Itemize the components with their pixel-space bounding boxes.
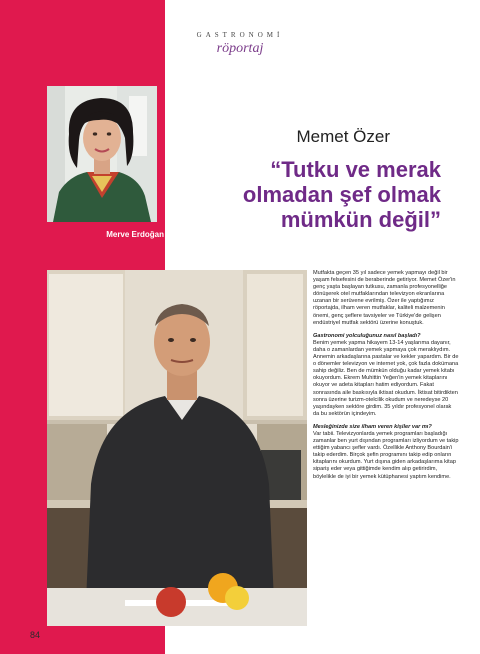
article-body xyxy=(313,270,459,485)
author-name: Merve Erdoğan xyxy=(106,230,164,239)
section-label: GASTRONOMİ xyxy=(196,31,284,39)
answer-paragraph: Benim yemek yapma hikayem 13-14 yaşlarıma dayanır, daha o zamanlardan yemek yapmaya çok meraklıydım. Annemin arkadaşlarına pastalar ve kekler yapardım. Bir de o dönemler televizyon ve internet yok, çok fazla dokümana sahip değiliz. Ben de mümkün olduğu kadar yemek kitabı okuyordum. Ekrem Muhittin Yeğen'in yemek kitaplarını okuyor ve adeta kitapları hatim ediyordum. Fakat sonrasında aile baskısıyla iktisat okudum. İktisat bitirdikten sonra üzerine turizm-otelcilik okudum ve neredeyse 20 yaşındayken sektöre girdim. 35 yıldır profesyonel olarak da bu sektörün içindeyim. xyxy=(313,339,459,417)
question-heading: Mesleğinizde size ilham veren kişiler var mı? xyxy=(313,423,432,430)
section-subtitle: röportaj xyxy=(216,41,264,56)
question-heading: Gastronomi yolculuğunuz nasıl başladı? xyxy=(313,332,421,339)
chef-photo xyxy=(47,270,307,626)
intro-paragraph: Mutfakta geçen 35 yıl sadece yemek yapmayı değil bir yaşam felsefesini de beraberinde getiriyor. Memet Özer'in genç yaşta başlayan tutkusu, zamanla profesyonelliğe dönüşerek otel mutfaklarından televizyon ekranlarına uzanan bir serüvene evrilmiş. Özer ile yaptığımız röportajda, ilham veren mutfaklar, kaliteli malzemenin önemi, genç şeflere tavsiyeler ve Türkiye'de gelişen endüstriyel mutfak sektörü üzerine konuştuk. xyxy=(313,270,456,326)
headline-line: mümkün değil” xyxy=(280,207,441,232)
chef-kitchen-illustration xyxy=(47,270,307,626)
answer-paragraph: Var tabii. Televizyonlarda yemek programları başladığı zamanlar ben yurt dışından programları izliyordum ve takip ettiğim yabancı şefler vardı. Özellikle Anthony Bourdain'i takip ederdim. Birçok şefin programını takip edip onların kitaplarını okurdum. Yurt dışına giden arkadaşlarıma kitap sipariş eder veya gittiğimde kendim alıp getirirdim, böylelikle de iyi bir yemek kütüphanesi yaptım kendime. xyxy=(313,430,459,480)
headline xyxy=(165,157,441,232)
headline-line: “Tutku ve merak xyxy=(270,157,441,182)
author-portrait-illustration xyxy=(47,86,157,222)
author-photo xyxy=(47,86,157,222)
page-number: 84 xyxy=(30,630,41,640)
headline-line: olmadan şef olmak xyxy=(242,182,441,207)
interviewee-name: Memet Özer xyxy=(296,127,390,146)
